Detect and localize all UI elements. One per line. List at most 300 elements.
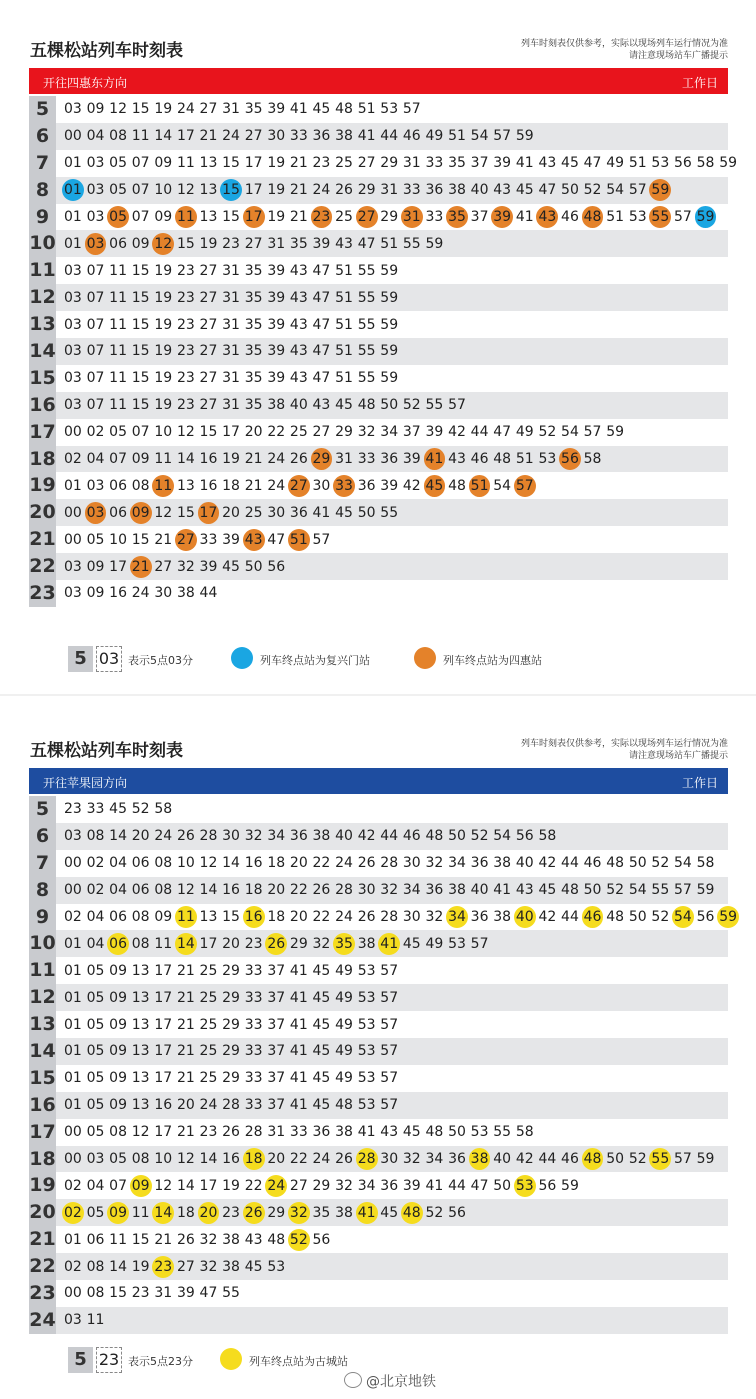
departure-minute: 53 <box>380 101 399 118</box>
minutes-list <box>62 96 424 123</box>
minutes-list <box>62 580 220 607</box>
departure-minute: 13 <box>199 155 218 172</box>
departure-minute: 57 <box>312 531 331 548</box>
hour-row <box>29 472 728 499</box>
hour-label: 21 <box>29 1226 56 1253</box>
departure-minute: 39 <box>493 155 512 172</box>
departure-minute: 09 <box>109 1043 127 1060</box>
departure-minute: 15 <box>222 209 240 225</box>
departure-minute: 09 <box>154 155 173 172</box>
departure-minute: 08 <box>109 128 127 145</box>
departure-minute: 47 <box>583 155 602 172</box>
departure-minute: 30 <box>154 585 173 602</box>
hour-label: 6 <box>29 823 56 850</box>
departure-minute: 45 <box>335 504 353 521</box>
departure-minute-yellow: 40 <box>514 906 536 928</box>
page-title: 五棵松站列车时刻表 <box>30 741 183 761</box>
departure-minute-orange: 45 <box>424 475 446 497</box>
departure-minute: 43 <box>493 182 512 199</box>
departure-minute: 06 <box>131 855 150 872</box>
departure-minute: 15 <box>131 101 150 118</box>
departure-minute: 59 <box>380 316 399 333</box>
departure-minute-orange: 17 <box>243 206 265 228</box>
hour-label: 8 <box>29 177 56 204</box>
departure-minute: 17 <box>154 1070 173 1087</box>
departure-minute: 29 <box>312 1177 331 1194</box>
departure-minute-yellow: 41 <box>356 1202 378 1224</box>
departure-minute: 39 <box>267 316 286 333</box>
departure-minute: 58 <box>696 155 715 172</box>
departure-minute: 57 <box>380 962 399 979</box>
departure-minute: 33 <box>244 989 263 1006</box>
departure-minute: 39 <box>199 558 218 575</box>
minutes-list <box>62 338 401 365</box>
direction-band <box>29 68 728 94</box>
departure-minute: 18 <box>244 882 263 899</box>
blue-dot-icon <box>231 647 253 669</box>
departure-minute: 19 <box>267 155 286 172</box>
departure-minute: 47 <box>312 262 331 279</box>
departure-minute: 47 <box>312 316 331 333</box>
departure-minute: 13 <box>131 962 150 979</box>
hour-row <box>29 177 728 204</box>
departure-minute: 46 <box>470 451 489 468</box>
departure-minute: 56 <box>538 1177 557 1194</box>
departure-minute: 49 <box>515 424 534 441</box>
departure-minute: 03 <box>63 343 82 360</box>
departure-minute: 55 <box>380 504 399 521</box>
minutes-list <box>62 1038 401 1065</box>
departure-minute: 25 <box>289 424 308 441</box>
departure-minute: 36 <box>357 477 376 494</box>
departure-minute: 08 <box>131 909 150 925</box>
departure-minute: 08 <box>109 1124 127 1141</box>
departure-minute: 22 <box>244 1177 263 1194</box>
departure-minute: 38 <box>357 935 376 952</box>
departure-minute: 53 <box>538 451 557 468</box>
departure-minute: 16 <box>199 451 218 468</box>
departure-minute: 11 <box>109 262 127 279</box>
departure-minute-orange: 27 <box>288 475 310 497</box>
hour-label: 14 <box>29 1038 56 1065</box>
departure-minute: 15 <box>199 424 218 441</box>
departure-minute: 59 <box>515 128 534 145</box>
departure-minute-orange: 33 <box>333 475 355 497</box>
departure-minute: 32 <box>380 882 399 899</box>
departure-minute: 02 <box>86 855 105 872</box>
departure-minute: 09 <box>154 209 173 225</box>
departure-minute: 12 <box>154 504 173 521</box>
departure-minute: 28 <box>222 1097 240 1114</box>
hour-label: 22 <box>29 1253 56 1280</box>
departure-minute: 27 <box>154 558 173 575</box>
departure-minute: 52 <box>651 909 670 925</box>
hour-row <box>29 1065 728 1092</box>
hour-label: 19 <box>29 472 56 499</box>
departure-minute: 21 <box>244 451 263 468</box>
departure-minute: 06 <box>131 882 150 899</box>
hour-label: 5 <box>29 96 56 123</box>
departure-minute: 36 <box>312 1124 331 1141</box>
departure-minute: 16 <box>244 855 263 872</box>
departure-minute: 32 <box>199 1258 218 1275</box>
departure-minute: 01 <box>63 1231 82 1248</box>
departure-minute-orange: 11 <box>152 475 174 497</box>
departure-minute: 27 <box>199 262 218 279</box>
departure-minute: 19 <box>154 289 173 306</box>
departure-minute: 19 <box>199 235 218 252</box>
departure-minute: 31 <box>267 1124 286 1141</box>
departure-minute: 00 <box>63 1285 82 1302</box>
legend-minute-sample: 03 <box>96 646 122 672</box>
departure-minute: 51 <box>357 101 376 118</box>
departure-minute: 27 <box>289 1177 308 1194</box>
departure-minute: 11 <box>176 155 195 172</box>
departure-minute: 23 <box>222 235 240 252</box>
departure-minute: 41 <box>289 101 308 118</box>
departure-minute: 39 <box>402 451 421 468</box>
departure-minute: 20 <box>244 424 263 441</box>
hour-label: 7 <box>29 150 56 177</box>
departure-minute: 05 <box>86 1204 105 1221</box>
departure-minute: 23 <box>131 1285 150 1302</box>
hour-label: 21 <box>29 526 56 553</box>
schedule-table <box>29 96 738 607</box>
schedule-table <box>29 796 738 1334</box>
departure-minute: 26 <box>357 909 376 925</box>
departure-minute: 26 <box>335 1151 353 1168</box>
departure-minute: 26 <box>222 1124 240 1141</box>
departure-minute: 50 <box>606 1151 625 1168</box>
departure-minute-orange: 41 <box>424 448 446 470</box>
departure-minute: 13 <box>131 989 150 1006</box>
departure-minute-orange: 43 <box>243 529 265 551</box>
departure-minute: 01 <box>63 962 82 979</box>
departure-minute: 21 <box>244 477 263 494</box>
departure-minute: 26 <box>357 855 376 872</box>
departure-minute: 11 <box>109 289 127 306</box>
departure-minute: 39 <box>267 370 286 387</box>
departure-minute: 52 <box>628 1151 647 1168</box>
departure-minute: 31 <box>222 289 240 306</box>
minutes-list <box>62 177 672 204</box>
departure-minute: 46 <box>402 128 421 145</box>
departure-minute: 08 <box>131 477 150 494</box>
departure-minute: 02 <box>86 424 105 441</box>
hour-row <box>29 392 728 419</box>
departure-minute: 32 <box>176 558 195 575</box>
departure-minute: 58 <box>583 451 602 468</box>
departure-minute: 57 <box>628 182 647 199</box>
hour-row <box>29 1172 728 1199</box>
hour-row <box>29 123 728 150</box>
legend-blue-label: 列车终点站为复兴门站 <box>260 654 370 667</box>
departure-minute-yellow: 09 <box>130 1175 152 1197</box>
departure-minute: 20 <box>289 855 308 872</box>
departure-minute: 07 <box>86 397 105 414</box>
departure-minute: 35 <box>244 316 263 333</box>
departure-minute: 28 <box>244 1124 263 1141</box>
departure-minute: 15 <box>222 155 240 172</box>
legend-hour-sample: 5 <box>68 1347 93 1373</box>
departure-minute: 00 <box>63 504 82 521</box>
departure-minute: 40 <box>289 397 308 414</box>
minutes-list <box>62 1065 401 1092</box>
departure-minute: 29 <box>222 1016 240 1033</box>
departure-minute: 21 <box>289 209 308 225</box>
hour-row <box>29 257 728 284</box>
departure-minute: 45 <box>312 101 331 118</box>
departure-minute: 59 <box>425 235 444 252</box>
departure-minute: 26 <box>312 882 331 899</box>
departure-minute: 50 <box>561 182 579 199</box>
departure-minute-yellow: 59 <box>717 906 739 928</box>
departure-minute-yellow: 06 <box>107 933 129 955</box>
departure-minute: 56 <box>674 155 692 172</box>
hour-label: 6 <box>29 123 56 150</box>
departure-minute: 54 <box>628 882 647 899</box>
departure-minute: 36 <box>425 882 444 899</box>
departure-minute: 35 <box>244 101 263 118</box>
departure-minute: 15 <box>131 397 150 414</box>
departure-minute: 16 <box>222 882 240 899</box>
departure-minute: 54 <box>561 424 579 441</box>
departure-minute: 47 <box>312 289 331 306</box>
departure-minute: 25 <box>199 1070 218 1087</box>
departure-minute: 42 <box>357 828 376 845</box>
departure-minute: 01 <box>63 989 82 1006</box>
departure-minute: 43 <box>312 397 331 414</box>
departure-minute: 52 <box>651 855 670 872</box>
departure-minute: 43 <box>244 1231 263 1248</box>
departure-minute: 30 <box>357 882 376 899</box>
departure-minute: 29 <box>222 1070 240 1087</box>
departure-minute: 41 <box>515 155 534 172</box>
hour-row <box>29 823 728 850</box>
departure-minute: 58 <box>515 1124 534 1141</box>
departure-minute: 19 <box>131 1258 150 1275</box>
departure-minute: 13 <box>199 909 218 925</box>
hour-label: 10 <box>29 230 56 257</box>
departure-minute-yellow: 53 <box>514 1175 536 1197</box>
hour-label: 10 <box>29 930 56 957</box>
departure-minute: 43 <box>380 1124 399 1141</box>
departure-minute: 37 <box>267 1070 286 1087</box>
departure-minute: 51 <box>335 262 353 279</box>
departure-minute: 43 <box>289 343 308 360</box>
departure-minute: 02 <box>63 451 82 468</box>
departure-minute: 34 <box>267 828 286 845</box>
hour-row <box>29 1119 728 1146</box>
hour-row <box>29 96 728 123</box>
departure-minute: 04 <box>86 451 105 468</box>
departure-minute: 57 <box>674 1151 692 1168</box>
departure-minute: 42 <box>448 424 466 441</box>
departure-minute: 53 <box>357 989 376 1006</box>
hour-row <box>29 904 738 931</box>
departure-minute: 06 <box>109 504 127 521</box>
departure-minute: 09 <box>131 451 150 468</box>
departure-minute: 27 <box>199 101 218 118</box>
departure-minute: 23 <box>244 935 263 952</box>
departure-minute: 31 <box>222 343 240 360</box>
departure-minute: 25 <box>335 209 353 225</box>
departure-minute: 11 <box>109 370 127 387</box>
departure-minute-orange: 55 <box>649 206 671 228</box>
departure-minute: 29 <box>380 155 399 172</box>
departure-minute: 53 <box>357 962 376 979</box>
departure-minute: 18 <box>267 909 286 925</box>
direction-band <box>29 768 728 794</box>
departure-minute: 00 <box>63 1151 82 1168</box>
departure-minute: 16 <box>109 585 127 602</box>
minutes-list <box>62 1146 717 1173</box>
hour-row <box>29 850 728 877</box>
departure-minute: 34 <box>425 1151 444 1168</box>
departure-minute: 38 <box>335 128 353 145</box>
departure-minute: 21 <box>154 1231 173 1248</box>
day-type-label: 工作日 <box>681 776 718 790</box>
departure-minute: 30 <box>222 828 240 845</box>
minutes-list <box>62 311 401 338</box>
departure-minute: 21 <box>176 989 195 1006</box>
departure-minute: 50 <box>357 504 376 521</box>
departure-minute: 06 <box>109 909 127 925</box>
hour-label: 18 <box>29 1146 56 1173</box>
departure-minute: 20 <box>176 1097 195 1114</box>
departure-minute: 49 <box>425 935 444 952</box>
departure-minute: 08 <box>154 882 173 899</box>
departure-minute: 14 <box>199 882 218 899</box>
departure-minute: 01 <box>63 477 82 494</box>
departure-minute: 54 <box>493 828 512 845</box>
departure-minute: 07 <box>86 370 105 387</box>
departure-minute: 38 <box>493 909 512 925</box>
departure-minute: 38 <box>448 882 466 899</box>
departure-minute: 51 <box>380 235 399 252</box>
minutes-list <box>62 472 536 499</box>
minutes-list <box>62 904 740 931</box>
departure-minute: 06 <box>109 235 127 252</box>
hour-row <box>29 1253 728 1280</box>
yellow-dot-icon <box>220 1348 242 1370</box>
departure-minute: 51 <box>628 155 647 172</box>
departure-minute: 37 <box>470 155 489 172</box>
departure-minute: 05 <box>86 1097 105 1114</box>
departure-minute: 54 <box>493 477 512 494</box>
departure-minute: 29 <box>222 1043 240 1060</box>
departure-minute: 39 <box>402 1177 421 1194</box>
departure-minute: 57 <box>402 101 421 118</box>
departure-minute: 50 <box>493 1177 512 1194</box>
departure-minute: 50 <box>244 558 263 575</box>
departure-minute: 06 <box>86 1231 105 1248</box>
departure-minute-yellow: 48 <box>401 1202 423 1224</box>
departure-minute: 40 <box>335 828 353 845</box>
departure-minute: 19 <box>267 182 286 199</box>
hour-label: 12 <box>29 984 56 1011</box>
departure-minute: 45 <box>312 962 331 979</box>
departure-minute: 37 <box>402 424 421 441</box>
departure-minute-yellow: 23 <box>152 1256 174 1278</box>
minutes-list <box>62 526 333 553</box>
departure-minute: 31 <box>335 451 353 468</box>
departure-minute: 50 <box>448 828 466 845</box>
departure-minute: 25 <box>199 962 218 979</box>
departure-minute: 13 <box>176 477 195 494</box>
hour-row <box>29 284 728 311</box>
hour-row <box>29 419 728 446</box>
departure-minute: 55 <box>357 316 376 333</box>
departure-minute: 41 <box>425 1177 444 1194</box>
departure-minute: 48 <box>335 1097 353 1114</box>
departure-minute: 41 <box>357 128 376 145</box>
legend <box>68 646 688 672</box>
departure-minute: 49 <box>335 989 353 1006</box>
hour-row <box>29 338 728 365</box>
departure-minute: 15 <box>131 316 150 333</box>
departure-minute: 05 <box>86 1016 105 1033</box>
departure-minute: 53 <box>267 1258 286 1275</box>
departure-minute: 03 <box>63 558 82 575</box>
hour-label: 17 <box>29 419 56 446</box>
hour-label: 5 <box>29 796 56 823</box>
departure-minute-orange: 23 <box>311 206 333 228</box>
hour-label: 13 <box>29 311 56 338</box>
note-line-2: 请注意现场站车广播提示 <box>628 51 728 61</box>
departure-minute: 58 <box>154 801 173 818</box>
departure-minute: 47 <box>357 235 376 252</box>
legend-minute-sample: 23 <box>96 1347 122 1373</box>
departure-minute: 23 <box>176 262 195 279</box>
departure-minute: 03 <box>63 828 82 845</box>
departure-minute: 31 <box>222 316 240 333</box>
legend-hour-sample: 5 <box>68 646 93 672</box>
departure-minute-orange: 59 <box>649 179 671 201</box>
departure-minute: 49 <box>335 962 353 979</box>
departure-minute: 51 <box>515 451 534 468</box>
departure-minute: 57 <box>674 882 692 899</box>
departure-minute: 17 <box>109 558 127 575</box>
departure-minute: 11 <box>109 397 127 414</box>
departure-minute-orange: 03 <box>85 233 107 255</box>
departure-minute: 38 <box>493 855 512 872</box>
departure-minute: 29 <box>380 209 399 225</box>
departure-minute: 01 <box>63 235 82 252</box>
departure-minute: 12 <box>176 1151 195 1168</box>
departure-minute: 29 <box>267 1204 286 1221</box>
departure-minute: 45 <box>402 935 421 952</box>
departure-minute: 33 <box>244 1016 263 1033</box>
departure-minute: 48 <box>448 477 466 494</box>
departure-minute: 40 <box>493 1151 512 1168</box>
departure-minute: 41 <box>289 1043 308 1060</box>
departure-minute: 45 <box>312 989 331 1006</box>
minutes-list <box>62 1253 288 1280</box>
departure-minute: 31 <box>380 182 399 199</box>
departure-minute: 53 <box>470 1124 489 1141</box>
departure-minute: 39 <box>312 235 331 252</box>
minutes-list <box>62 984 401 1011</box>
note-line-1: 列车时刻表仅供参考，实际以现场列车运行情况为准 <box>520 39 728 49</box>
departure-minute: 13 <box>131 1070 150 1087</box>
departure-minute: 22 <box>312 909 331 925</box>
departure-minute: 37 <box>267 1016 286 1033</box>
departure-minute: 32 <box>357 424 376 441</box>
departure-minute: 15 <box>131 531 150 548</box>
departure-minute: 03 <box>63 289 82 306</box>
departure-minute: 33 <box>425 209 444 225</box>
